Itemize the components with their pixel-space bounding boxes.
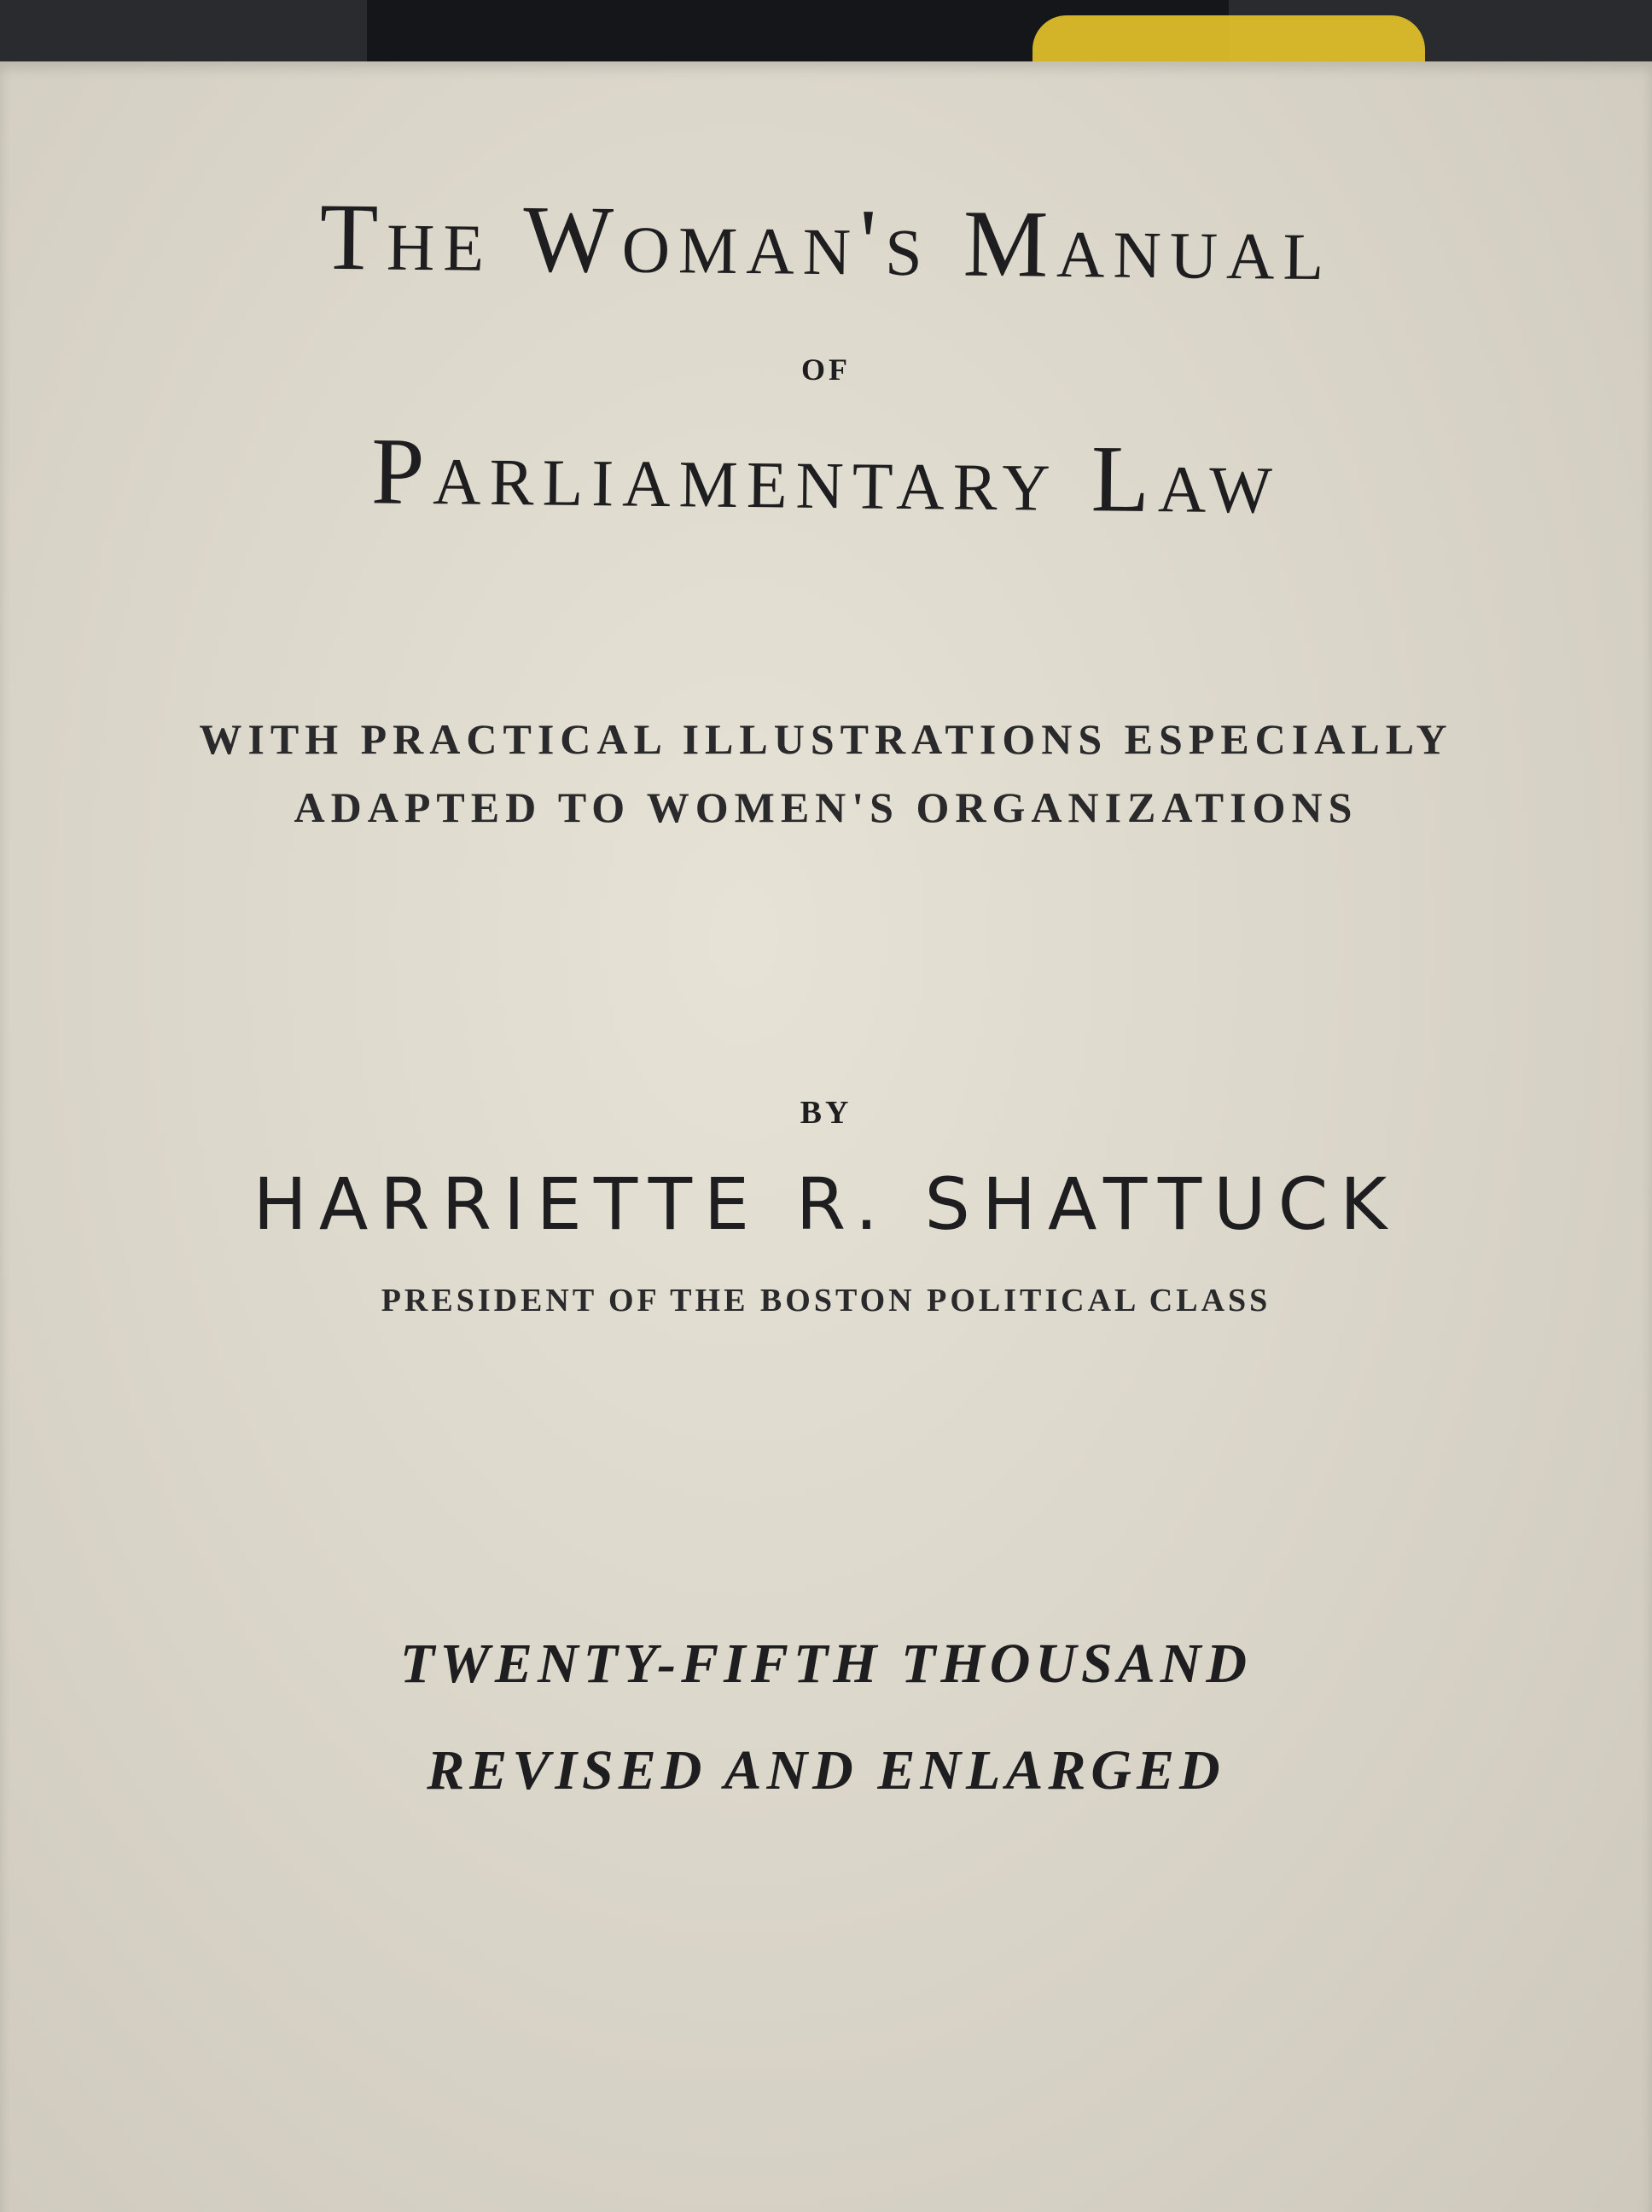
subtitle-line-2: ADAPTED TO WOMEN'S ORGANIZATIONS (294, 783, 1358, 831)
byline-by: BY (800, 1095, 852, 1131)
book-title-line-2: Parliamentary Law (370, 418, 1282, 534)
author-position: PRESIDENT OF THE BOSTON POLITICAL CLASS (381, 1283, 1271, 1318)
subtitle-line-1: WITH PRACTICAL ILLUSTRATIONS ESPECIALLY (199, 715, 1453, 763)
author-name: HARRIETTE R. SHATTUCK (253, 1162, 1399, 1246)
book-title-connector: OF (801, 352, 851, 387)
edition-line-1: TWENTY-FIFTH THOUSAND (399, 1633, 1253, 1695)
book-title-line-1: The Woman's Manual (319, 183, 1333, 301)
edition-line-2: REVISED AND ENLARGED (427, 1739, 1225, 1802)
title-page (0, 61, 1652, 2212)
